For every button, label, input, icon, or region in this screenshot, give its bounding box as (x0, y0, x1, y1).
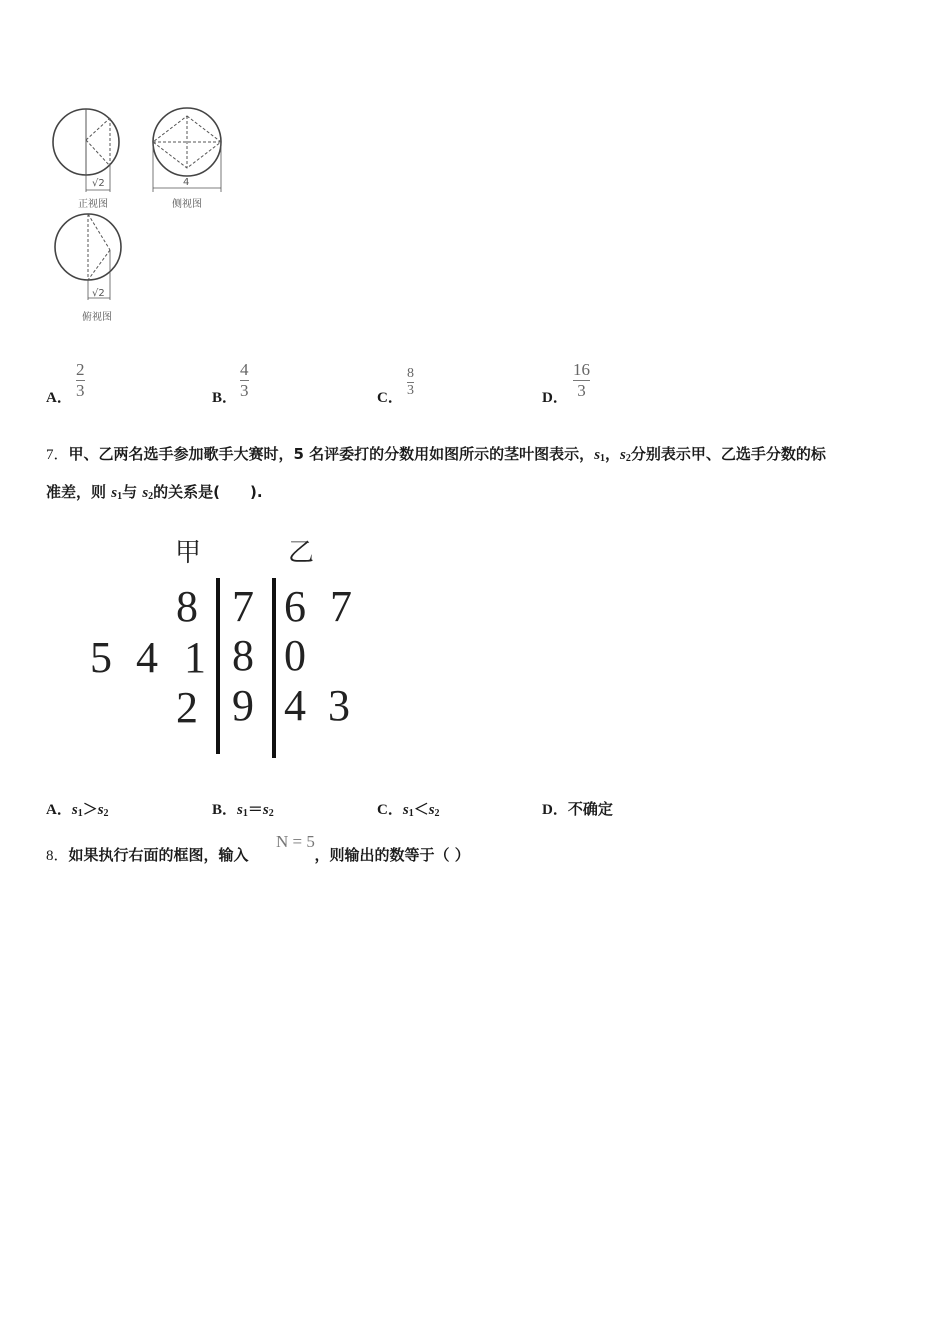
s1-subscript: 1 (117, 491, 123, 502)
stem: 8 (232, 631, 254, 680)
option-letter: C． (377, 802, 403, 818)
s2-subscript: 2 (148, 491, 154, 502)
denominator: 3 (577, 381, 586, 400)
q7-comma: ， (605, 445, 621, 463)
q6-option-c-letter: C． (377, 390, 403, 406)
right-leaf: 4 (284, 681, 306, 730)
relation: ＜ (413, 800, 429, 818)
q6-option-b-fraction (240, 360, 249, 401)
right-header: 乙 (288, 538, 315, 568)
q8-text-b: ，则输出的数等于（ ） (314, 846, 470, 864)
q7-option-a (46, 798, 109, 819)
stem-leaf-plot (80, 530, 380, 760)
denominator: 3 (240, 381, 249, 400)
stem: 9 (232, 681, 254, 730)
right-leaf: 0 (284, 631, 306, 680)
q6-option-b-letter: B． (212, 390, 238, 406)
q8-line (46, 844, 470, 867)
s2-symbol: s (262, 802, 269, 818)
q6-option-d-letter: D． (542, 390, 568, 406)
numerator: 4 (240, 360, 249, 379)
q6-option-a-letter: A． (46, 390, 72, 406)
top-view-label: 俯视图 (82, 312, 112, 323)
option-text: 不确定 (567, 800, 613, 818)
q7-line2-mid: 与 (122, 483, 143, 501)
s2-symbol: s (97, 802, 104, 818)
front-view-label: 正视图 (78, 199, 108, 210)
stem-divider-left (216, 578, 220, 754)
q7-line2-end: 的关系是( ). (153, 483, 263, 501)
relation: ＞ (82, 800, 98, 818)
denominator: 3 (76, 381, 85, 400)
left-leaf: 8 (176, 582, 198, 631)
q7-line-2 (46, 481, 263, 508)
q7-line2-a: 准差，则 (46, 483, 112, 501)
s2-symbol: s (428, 802, 435, 818)
q8-text-a: 如果执行右面的框图，输入 (68, 846, 249, 864)
s1-symbol: s (402, 802, 409, 818)
s1-symbol: s (71, 802, 78, 818)
q7-option-c (377, 798, 440, 819)
s1-symbol: s (237, 802, 243, 818)
numerator: 8 (407, 366, 414, 381)
q6-option-c-fraction (407, 366, 414, 399)
q6-option-a-fraction (76, 360, 85, 401)
s2-subscript: 2 (434, 808, 440, 819)
relation: ＝ (247, 800, 263, 818)
s1-subscript: 1 (408, 808, 414, 819)
q8-formula: N = 5 (276, 832, 315, 851)
q8-number: 8． (46, 848, 69, 864)
three-view-drawing (44, 100, 244, 330)
left-leaf: 5 (90, 633, 112, 682)
side-view-label: 侧视图 (172, 199, 202, 210)
side-view-dimension: 4 (183, 177, 190, 188)
top-view-dimension: √2 (92, 288, 105, 299)
q7-text-b: 分别表示甲、乙选手分数的标 (630, 445, 826, 463)
q7-option-b (212, 798, 274, 819)
option-letter: A． (46, 802, 72, 818)
s1-symbol: s (594, 447, 601, 463)
three-view-figure (44, 100, 244, 330)
option-letter: B． (212, 802, 238, 818)
q7-number: 7． (46, 447, 69, 463)
s2-subscript: 2 (103, 808, 109, 819)
s1-symbol: s (111, 485, 118, 501)
left-header: 甲 (175, 538, 202, 568)
left-leaf: 4 (136, 633, 158, 682)
s1-subscript: 1 (600, 453, 606, 464)
s1-subscript: 1 (77, 808, 83, 819)
q6-option-d-fraction (573, 360, 590, 401)
right-leaf: 3 (328, 681, 350, 730)
left-leaf: 2 (176, 683, 198, 732)
q7-line-1 (46, 443, 826, 470)
s2-symbol: s (620, 447, 626, 463)
stem: 7 (232, 582, 254, 631)
option-letter: D． (542, 802, 568, 818)
s2-subscript: 2 (625, 453, 631, 464)
front-view-dimension: √2 (92, 178, 105, 189)
left-leaf: 1 (184, 633, 206, 682)
q7-text-a: 甲、乙两名选手参加歌手大赛时，5 名评委打的分数用如图所示的茎叶图表示， (68, 445, 595, 463)
numerator: 2 (76, 360, 85, 379)
s2-symbol: s (142, 485, 149, 501)
denominator: 3 (407, 383, 414, 398)
numerator: 16 (573, 360, 590, 379)
right-leaf: 7 (330, 582, 352, 631)
stem-divider-right (272, 578, 276, 758)
s1-subscript: 1 (242, 808, 248, 819)
s2-subscript: 2 (268, 808, 274, 819)
right-leaf: 6 (284, 582, 306, 631)
q7-option-d (542, 798, 613, 819)
